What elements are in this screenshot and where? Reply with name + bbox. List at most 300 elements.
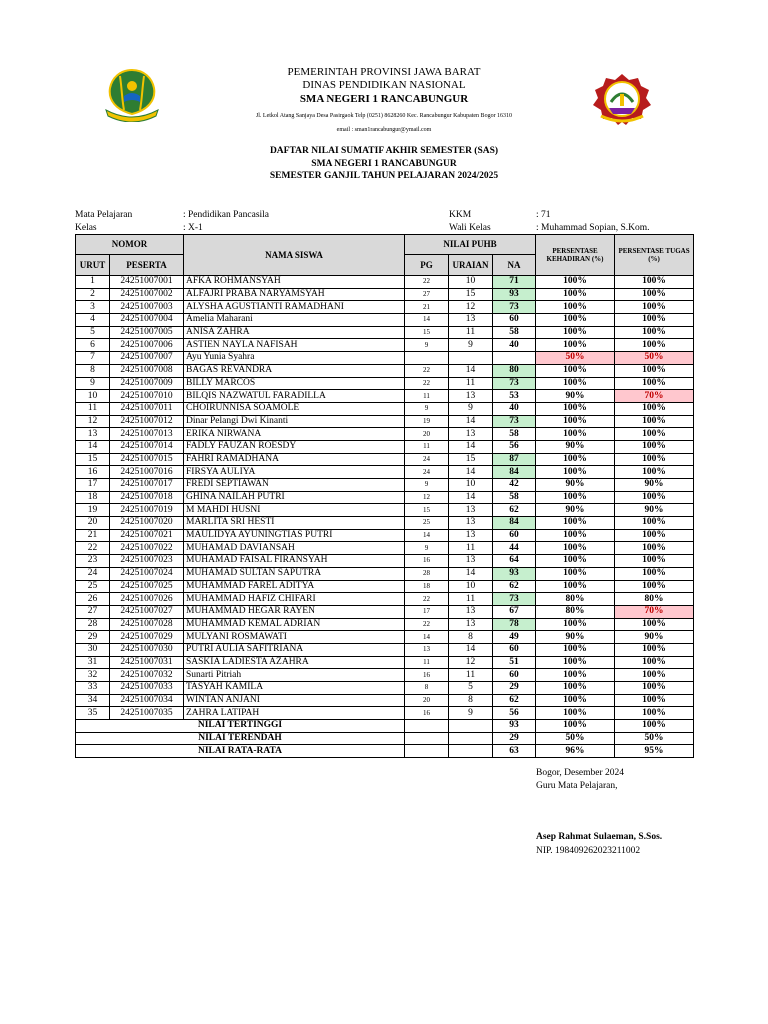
kelas-label: Kelas — [75, 223, 97, 233]
pg-cell: 22 — [405, 364, 449, 377]
uraian-cell: 5 — [449, 682, 493, 695]
kehadiran-cell: 100% — [536, 415, 615, 428]
uraian-cell: 13 — [449, 314, 493, 327]
na-cell: 58 — [493, 428, 536, 441]
na-cell: 40 — [493, 339, 536, 352]
pg-cell: 13 — [405, 643, 449, 656]
pg-cell: 19 — [405, 415, 449, 428]
pg-cell: 11 — [405, 440, 449, 453]
peserta-cell: 24251007024 — [110, 567, 184, 580]
peserta-cell: 24251007025 — [110, 580, 184, 593]
kehadiran-cell: 80% — [536, 605, 615, 618]
pg-cell: 11 — [405, 656, 449, 669]
uraian-cell: 11 — [449, 593, 493, 606]
pg-cell: 27 — [405, 288, 449, 301]
pg-cell — [405, 352, 449, 365]
urut-cell: 24 — [76, 567, 110, 580]
pg-cell: 21 — [405, 301, 449, 314]
uraian-cell: 14 — [449, 364, 493, 377]
uraian-cell: 9 — [449, 707, 493, 720]
summary-row — [76, 745, 694, 758]
na-cell: 73 — [493, 593, 536, 606]
peserta-cell: 24251007023 — [110, 555, 184, 568]
urut-cell: 32 — [76, 669, 110, 682]
nama-cell: MUHAMMAD KEMAL ADRIAN — [184, 618, 405, 631]
mapel-value: : Pendidikan Pancasila — [183, 210, 270, 220]
tugas-cell: 100% — [615, 656, 694, 669]
summary-na: 93 — [493, 720, 536, 733]
nama-cell: Ayu Yunia Syahra — [184, 352, 405, 365]
peserta-cell: 24251007016 — [110, 466, 184, 479]
peserta-cell: 24251007031 — [110, 656, 184, 669]
pg-cell: 22 — [405, 618, 449, 631]
jawa-barat-crest-icon — [100, 66, 164, 122]
uraian-cell: 11 — [449, 542, 493, 555]
uraian-cell: 12 — [449, 301, 493, 314]
kehadiran-cell: 100% — [536, 618, 615, 631]
urut-cell: 27 — [76, 605, 110, 618]
letterhead — [180, 66, 588, 136]
table-row — [76, 314, 694, 327]
uraian-cell: 8 — [449, 694, 493, 707]
na-cell: 84 — [493, 466, 536, 479]
nama-cell: FIRSYA AULIYA — [184, 466, 405, 479]
na-cell: 73 — [493, 377, 536, 390]
na-cell: 60 — [493, 669, 536, 682]
tugas-cell: 80% — [615, 593, 694, 606]
peserta-cell: 24251007011 — [110, 402, 184, 415]
tugas-cell: 100% — [615, 364, 694, 377]
nama-cell: GHINA NAILAH PUTRI — [184, 491, 405, 504]
na-cell: 67 — [493, 605, 536, 618]
uraian-cell: 10 — [449, 479, 493, 492]
kehadiran-cell: 100% — [536, 555, 615, 568]
peserta-cell: 24251007003 — [110, 301, 184, 314]
nama-cell: M MAHDI HUSNI — [184, 504, 405, 517]
empty-cell — [405, 720, 449, 733]
peserta-cell: 24251007005 — [110, 326, 184, 339]
empty-cell — [449, 720, 493, 733]
kehadiran-cell: 100% — [536, 466, 615, 479]
table-row — [76, 555, 694, 568]
nama-cell: FADLY FAUZAN ROESDY — [184, 440, 405, 453]
nama-cell: BILQIS NAZWATUL FARADILLA — [184, 390, 405, 403]
pg-cell: 9 — [405, 339, 449, 352]
table-row — [76, 402, 694, 415]
nama-cell: MUHAMMAD FAREL ADITYA — [184, 580, 405, 593]
pg-cell: 24 — [405, 466, 449, 479]
nama-cell: Dinar Pelangi Dwi Kinanti — [184, 415, 405, 428]
peserta-cell: 24251007022 — [110, 542, 184, 555]
pg-cell: 22 — [405, 276, 449, 289]
kehadiran-cell: 100% — [536, 364, 615, 377]
tugas-cell: 100% — [615, 555, 694, 568]
uraian-cell: 14 — [449, 491, 493, 504]
table-row — [76, 352, 694, 365]
kehadiran-cell: 90% — [536, 504, 615, 517]
nama-cell: TASYAH KAMILA — [184, 682, 405, 695]
tugas-cell: 100% — [615, 694, 694, 707]
uraian-cell: 10 — [449, 276, 493, 289]
table-row — [76, 440, 694, 453]
urut-cell: 11 — [76, 402, 110, 415]
tugas-cell: 90% — [615, 504, 694, 517]
pg-cell: 25 — [405, 517, 449, 530]
tugas-cell: 70% — [615, 605, 694, 618]
na-cell: 87 — [493, 453, 536, 466]
tugas-cell: 100% — [615, 428, 694, 441]
urut-cell: 4 — [76, 314, 110, 327]
title-line-1: DAFTAR NILAI SUMATIF AKHIR SEMESTER (SAS) — [269, 146, 499, 156]
uraian-cell: 14 — [449, 643, 493, 656]
nama-cell: ALYSHA AGUSTIANTI RAMADHANI — [184, 301, 405, 314]
peserta-cell: 24251007026 — [110, 593, 184, 606]
urut-cell: 25 — [76, 580, 110, 593]
kehadiran-cell: 100% — [536, 428, 615, 441]
table-row — [76, 707, 694, 720]
nama-cell: MUHAMAD SULTAN SAPUTRA — [184, 567, 405, 580]
uraian-cell: 13 — [449, 529, 493, 542]
kehadiran-cell: 100% — [536, 707, 615, 720]
tugas-cell: 100% — [615, 314, 694, 327]
pg-cell: 16 — [405, 555, 449, 568]
na-cell: 62 — [493, 504, 536, 517]
nama-cell: MUHAMMAD HAFIZ CHIFARI — [184, 593, 405, 606]
peserta-cell: 24251007001 — [110, 276, 184, 289]
tugas-cell: 90% — [615, 479, 694, 492]
nama-cell: Amelia Maharani — [184, 314, 405, 327]
kehadiran-cell: 100% — [536, 580, 615, 593]
kelas-value: : X-1 — [183, 223, 203, 233]
table-row — [76, 428, 694, 441]
nama-cell: MUHAMAD DAVIANSAH — [184, 542, 405, 555]
na-cell: 49 — [493, 631, 536, 644]
peserta-cell: 24251007027 — [110, 605, 184, 618]
col-header-nilai: NILAI PUHB — [405, 235, 536, 255]
na-cell: 71 — [493, 276, 536, 289]
kehadiran-cell: 100% — [536, 669, 615, 682]
pg-cell: 16 — [405, 707, 449, 720]
kehadiran-cell: 100% — [536, 567, 615, 580]
table-row — [76, 288, 694, 301]
pg-cell: 9 — [405, 479, 449, 492]
uraian-cell: 15 — [449, 453, 493, 466]
urut-cell: 28 — [76, 618, 110, 631]
kehadiran-cell: 90% — [536, 390, 615, 403]
tugas-cell: 100% — [615, 682, 694, 695]
urut-cell: 17 — [76, 479, 110, 492]
kehadiran-cell: 80% — [536, 593, 615, 606]
nama-cell: FAHRI RAMADHANA — [184, 453, 405, 466]
kehadiran-cell: 100% — [536, 542, 615, 555]
pg-cell: 9 — [405, 542, 449, 555]
tugas-cell: 100% — [615, 542, 694, 555]
kehadiran-cell: 100% — [536, 656, 615, 669]
urut-cell: 14 — [76, 440, 110, 453]
summary-tugas: 95% — [615, 745, 694, 758]
tugas-cell: 100% — [615, 466, 694, 479]
kehadiran-cell: 100% — [536, 529, 615, 542]
na-cell: 93 — [493, 288, 536, 301]
peserta-cell: 24251007030 — [110, 643, 184, 656]
nama-cell: AFKA ROHMANSYAH — [184, 276, 405, 289]
uraian-cell: 13 — [449, 517, 493, 530]
sign-nip: NIP. 198409262023211002 — [536, 846, 641, 856]
urut-cell: 9 — [76, 377, 110, 390]
col-header-kehadiran: PERSENTASE KEHADIRAN (%) — [536, 235, 615, 276]
peserta-cell: 24251007033 — [110, 682, 184, 695]
urut-cell: 35 — [76, 707, 110, 720]
uraian-cell: 9 — [449, 402, 493, 415]
pg-cell: 22 — [405, 377, 449, 390]
na-cell: 84 — [493, 517, 536, 530]
table-row — [76, 529, 694, 542]
urut-cell: 8 — [76, 364, 110, 377]
peserta-cell: 24251007015 — [110, 453, 184, 466]
nama-cell: ASTIEN NAYLA NAFISAH — [184, 339, 405, 352]
tugas-cell: 100% — [615, 517, 694, 530]
pg-cell: 11 — [405, 390, 449, 403]
peserta-cell: 24251007008 — [110, 364, 184, 377]
urut-cell: 20 — [76, 517, 110, 530]
tugas-cell: 100% — [615, 453, 694, 466]
uraian-cell: 11 — [449, 326, 493, 339]
table-row — [76, 466, 694, 479]
tugas-cell: 100% — [615, 402, 694, 415]
pg-cell: 24 — [405, 453, 449, 466]
na-cell: 44 — [493, 542, 536, 555]
urut-cell: 5 — [76, 326, 110, 339]
peserta-cell: 24251007017 — [110, 479, 184, 492]
table-row — [76, 377, 694, 390]
pg-cell: 12 — [405, 491, 449, 504]
na-cell: 93 — [493, 567, 536, 580]
urut-cell: 21 — [76, 529, 110, 542]
table-row — [76, 339, 694, 352]
table-row — [76, 643, 694, 656]
summary-kehadiran: 100% — [536, 720, 615, 733]
pg-cell: 20 — [405, 694, 449, 707]
uraian-cell: 13 — [449, 428, 493, 441]
table-row — [76, 364, 694, 377]
empty-cell — [405, 732, 449, 745]
urut-cell: 7 — [76, 352, 110, 365]
tugas-cell: 100% — [615, 440, 694, 453]
uraian-cell: 10 — [449, 580, 493, 593]
uraian-cell: 11 — [449, 669, 493, 682]
nama-cell: CHOIRUNNISA SOAMOLE — [184, 402, 405, 415]
col-header-nama: NAMA SISWA — [184, 235, 405, 276]
peserta-cell: 24251007032 — [110, 669, 184, 682]
na-cell: 64 — [493, 555, 536, 568]
urut-cell: 30 — [76, 643, 110, 656]
peserta-cell: 24251007013 — [110, 428, 184, 441]
tugas-cell: 100% — [615, 529, 694, 542]
table-row — [76, 542, 694, 555]
kkm-value: : 71 — [536, 210, 551, 220]
uraian-cell: 14 — [449, 440, 493, 453]
table-row — [76, 593, 694, 606]
summary-row — [76, 720, 694, 733]
pg-cell: 20 — [405, 428, 449, 441]
kehadiran-cell: 100% — [536, 517, 615, 530]
summary-tugas: 50% — [615, 732, 694, 745]
pg-cell: 16 — [405, 669, 449, 682]
nama-cell: WINTAN ANJANI — [184, 694, 405, 707]
urut-cell: 29 — [76, 631, 110, 644]
kehadiran-cell: 100% — [536, 314, 615, 327]
header-school: SMA NEGERI 1 RANCABUNGUR — [299, 93, 469, 105]
peserta-cell: 24251007007 — [110, 352, 184, 365]
pg-cell: 14 — [405, 314, 449, 327]
urut-cell: 13 — [76, 428, 110, 441]
na-cell: 51 — [493, 656, 536, 669]
tugas-cell: 70% — [615, 390, 694, 403]
table-row — [76, 669, 694, 682]
kehadiran-cell: 100% — [536, 301, 615, 314]
pg-cell: 15 — [405, 504, 449, 517]
na-cell: 42 — [493, 479, 536, 492]
peserta-cell: 24251007034 — [110, 694, 184, 707]
nama-cell: MARLITA SRI HESTI — [184, 517, 405, 530]
uraian-cell: 15 — [449, 288, 493, 301]
col-header-na: NA — [493, 255, 536, 276]
document-title — [180, 145, 588, 183]
peserta-cell: 24251007012 — [110, 415, 184, 428]
na-cell: 53 — [493, 390, 536, 403]
nama-cell: MULYANI ROSMAWATI — [184, 631, 405, 644]
uraian-cell: 13 — [449, 504, 493, 517]
summary-label: NILAI TERENDAH — [76, 732, 405, 745]
na-cell: 56 — [493, 707, 536, 720]
pg-cell: 15 — [405, 326, 449, 339]
uraian-cell — [449, 352, 493, 365]
wali-label: Wali Kelas — [449, 223, 491, 233]
peserta-cell: 24251007002 — [110, 288, 184, 301]
urut-cell: 1 — [76, 276, 110, 289]
table-row — [76, 276, 694, 289]
col-header-tugas: PERSENTASE TUGAS (%) — [615, 235, 694, 276]
kehadiran-cell: 100% — [536, 288, 615, 301]
table-row — [76, 580, 694, 593]
table-row — [76, 517, 694, 530]
summary-label: NILAI RATA-RATA — [76, 745, 405, 758]
uraian-cell: 14 — [449, 567, 493, 580]
empty-cell — [449, 732, 493, 745]
uraian-cell: 8 — [449, 631, 493, 644]
col-header-urut: URUT — [76, 255, 110, 276]
nama-cell: SASKIA LADIESTA AZAHRA — [184, 656, 405, 669]
tugas-cell: 100% — [615, 415, 694, 428]
urut-cell: 6 — [76, 339, 110, 352]
tugas-cell: 90% — [615, 631, 694, 644]
peserta-cell: 24251007009 — [110, 377, 184, 390]
na-cell: 73 — [493, 415, 536, 428]
title-line-3: SEMESTER GANJIL TAHUN PELAJARAN 2024/2025 — [269, 171, 499, 181]
table-row — [76, 301, 694, 314]
tugas-cell: 50% — [615, 352, 694, 365]
tugas-cell: 100% — [615, 669, 694, 682]
peserta-cell: 24251007020 — [110, 517, 184, 530]
pg-cell: 8 — [405, 682, 449, 695]
urut-cell: 23 — [76, 555, 110, 568]
kehadiran-cell: 100% — [536, 402, 615, 415]
header-address: Jl. Letkol Atang Sanjaya Desa Pasirgaok Telp (0251) 8628260 Kec. Rancabungur Kabupaten Bogor 16310 — [255, 113, 513, 119]
urut-cell: 16 — [76, 466, 110, 479]
na-cell: 78 — [493, 618, 536, 631]
table-row — [76, 656, 694, 669]
title-line-2: SMA NEGERI 1 RANCABUNGUR — [311, 158, 457, 169]
summary-na: 29 — [493, 732, 536, 745]
nama-cell: FREDI SEPTIAWAN — [184, 479, 405, 492]
sign-place-date: Bogor, Desember 2024 — [536, 768, 625, 778]
na-cell: 58 — [493, 326, 536, 339]
col-header-peserta: PESERTA — [110, 255, 184, 276]
table-row — [76, 479, 694, 492]
table-row — [76, 415, 694, 428]
nama-cell: ERIKA NIRWANA — [184, 428, 405, 441]
header-line-1: PEMERINTAH PROVINSI JAWA BARAT — [287, 66, 481, 78]
nama-cell: ANISA ZAHRA — [184, 326, 405, 339]
na-cell: 60 — [493, 643, 536, 656]
col-header-pg: PG — [405, 255, 449, 276]
table-row — [76, 682, 694, 695]
na-cell — [493, 352, 536, 365]
kehadiran-cell: 100% — [536, 643, 615, 656]
sign-role: Guru Mata Pelajaran, — [536, 781, 618, 791]
urut-cell: 33 — [76, 682, 110, 695]
table-row — [76, 567, 694, 580]
kehadiran-cell: 50% — [536, 352, 615, 365]
kehadiran-cell: 100% — [536, 326, 615, 339]
peserta-cell: 24251007004 — [110, 314, 184, 327]
table-row — [76, 491, 694, 504]
nama-cell: PUTRI AULIA SAFITRIANA — [184, 643, 405, 656]
urut-cell: 22 — [76, 542, 110, 555]
uraian-cell: 13 — [449, 555, 493, 568]
table-row — [76, 631, 694, 644]
kehadiran-cell: 90% — [536, 631, 615, 644]
tugas-cell: 100% — [615, 491, 694, 504]
mapel-label: Mata Pelajaran — [75, 210, 133, 220]
empty-cell — [405, 745, 449, 758]
nama-cell: BAGAS REVANDRA — [184, 364, 405, 377]
school-emblem-icon — [591, 72, 653, 128]
pg-cell: 22 — [405, 593, 449, 606]
kehadiran-cell: 100% — [536, 453, 615, 466]
tugas-cell: 100% — [615, 276, 694, 289]
summary-na: 63 — [493, 745, 536, 758]
na-cell: 62 — [493, 694, 536, 707]
na-cell: 60 — [493, 314, 536, 327]
table-row — [76, 694, 694, 707]
peserta-cell: 24251007035 — [110, 707, 184, 720]
tugas-cell: 100% — [615, 339, 694, 352]
pg-cell: 14 — [405, 631, 449, 644]
tugas-cell: 100% — [615, 326, 694, 339]
tugas-cell: 100% — [615, 580, 694, 593]
urut-cell: 31 — [76, 656, 110, 669]
uraian-cell: 13 — [449, 618, 493, 631]
table-row — [76, 390, 694, 403]
summary-label: NILAI TERTINGGI — [76, 720, 405, 733]
tugas-cell: 100% — [615, 288, 694, 301]
pg-cell: 28 — [405, 567, 449, 580]
urut-cell: 34 — [76, 694, 110, 707]
peserta-cell: 24251007006 — [110, 339, 184, 352]
tugas-cell: 100% — [615, 618, 694, 631]
nama-cell: ALFAJRI PRABA NARYAMSYAH — [184, 288, 405, 301]
